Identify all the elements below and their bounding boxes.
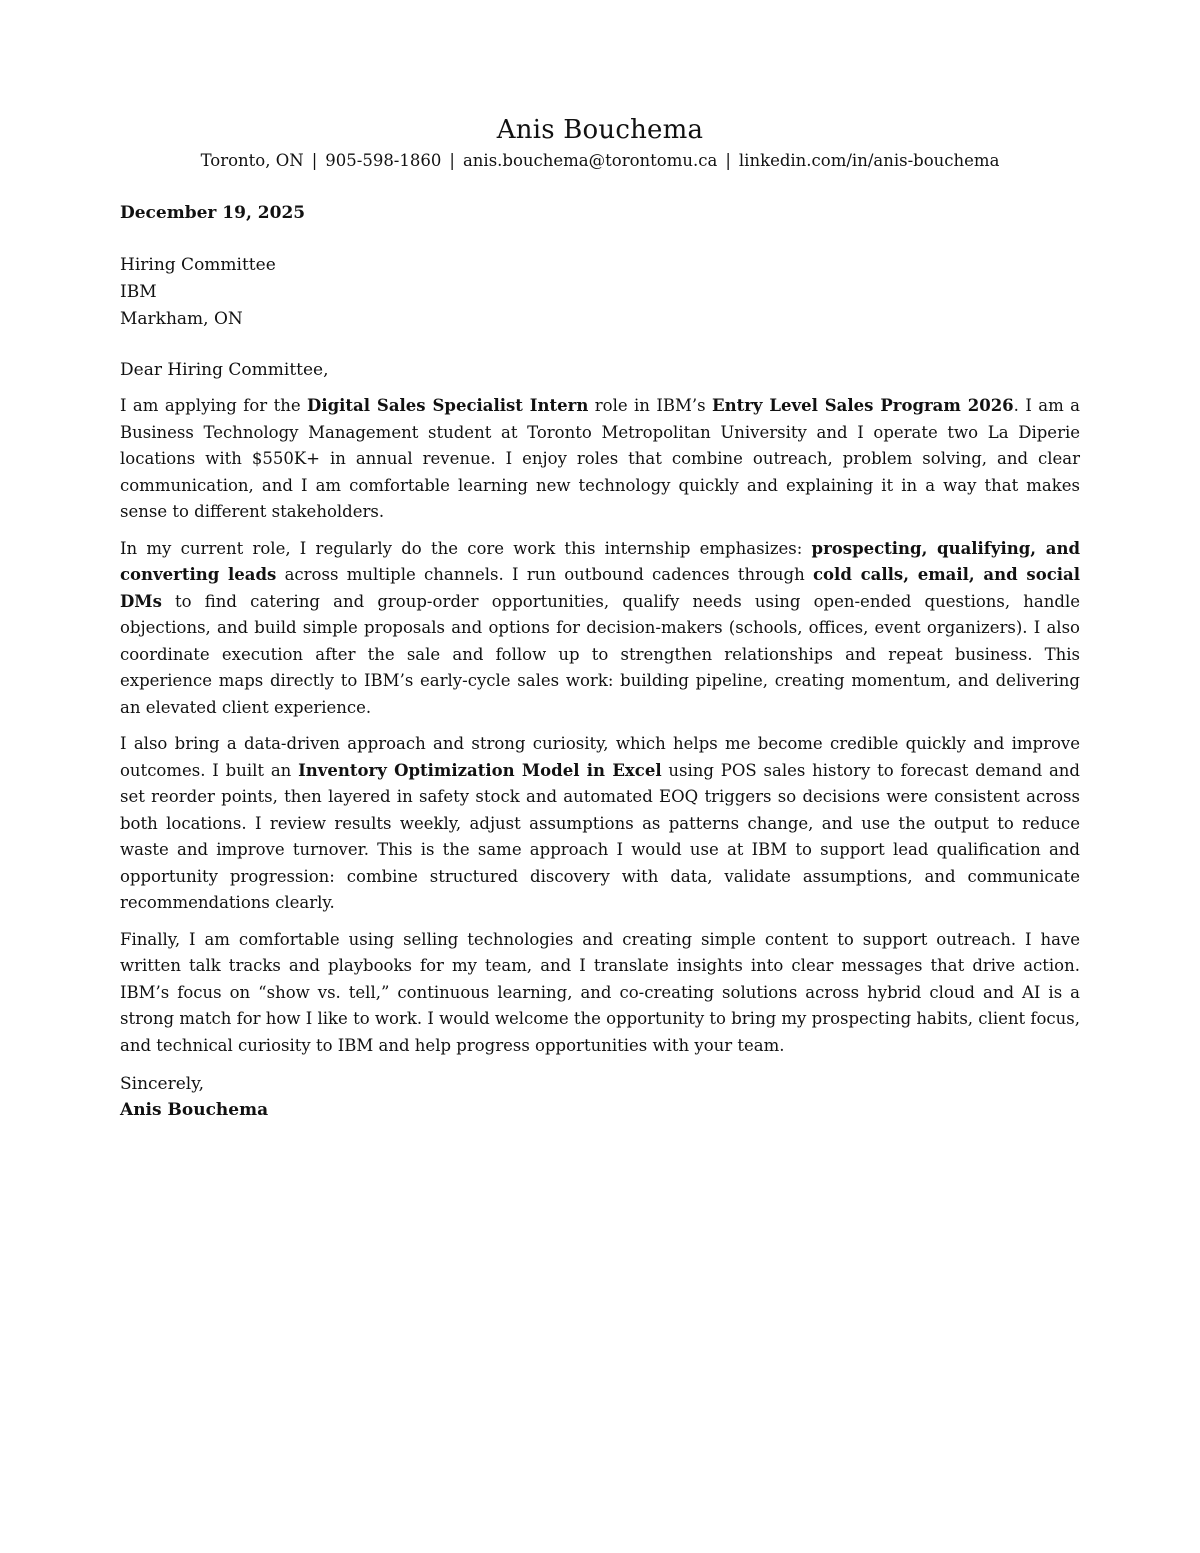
paragraph-emphasis: Inventory Optimization Model in Excel	[298, 760, 662, 780]
paragraph-text: I am applying for the	[120, 396, 308, 415]
paragraph-text: Finally, I am comfortable using selling technologies and creating simple content to support outreach. I have written talk tracks and playbooks for my team, and I translate insights into clear messages that drive action. IBM’s focus on “show vs. tell,” continuous learning, and co-creating solutions across hybrid cloud and AI is a strong match for how I like to work. I would welcome the opportunity to bring my prospecting habits, client focus, and technical curiosity to IBM and help progress opportunities with your team.	[120, 929, 1080, 1055]
paragraph-text: In my current role, I regularly do the core work this internship emphasizes:	[120, 538, 812, 558]
paragraph-text: . I am a Business Technology Management student at Toronto Metropolitan University and I operate two La Diperie locations with $550K+ in annual revenue. I enjoy roles that combine outreach, problem solving, and clear communication, and I am comfortable learning new technology quickly and explaining it in a way that makes sense to different stakeholders.	[120, 396, 1080, 521]
body-paragraph-3	[120, 731, 1080, 917]
body-paragraph-4	[120, 927, 1080, 1060]
paragraph-text: role in IBM’s	[588, 396, 713, 415]
contact-separator: |	[725, 151, 731, 170]
paragraph-emphasis: prospecting, qualifying, and converting leads	[120, 538, 1080, 584]
body-paragraph-2	[120, 536, 1080, 722]
contact-line	[120, 150, 1080, 172]
contact-email: anis.bouchema@torontomu.ca	[462, 151, 718, 170]
paragraph-emphasis: Digital Sales Specialist Intern	[307, 396, 589, 415]
applicant-name: Anis Bouchema	[496, 115, 704, 145]
recipient-line: Hiring Committee	[120, 255, 276, 275]
paragraph-text: using POS sales history to forecast demand and set reorder points, then layered in safety stock and automated EOQ triggers so decisions were consistent across both locations. I review results weekly, adjust assumptions as patterns change, and use the output to reduce waste and improve turnover. This is the same approach I would use at IBM to support lead qualification and opportunity progression: combine structured discovery with data, validate assumptions, and communicate recommendations clearly.	[120, 760, 1080, 912]
recipient-line: IBM	[120, 282, 157, 302]
paragraph-emphasis: Entry Level Sales Program 2026	[712, 396, 1014, 415]
contact-separator: |	[449, 151, 455, 170]
contact-phone: 905-598-1860	[325, 151, 442, 170]
contact-linkedin: linkedin.com/in/anis-bouchema	[738, 151, 1000, 170]
salutation: Dear Hiring Committee,	[120, 360, 329, 380]
recipient-block	[120, 252, 1080, 333]
cover-letter-page	[120, 112, 1080, 1123]
letter-date: December 19, 2025	[120, 203, 306, 223]
paragraph-emphasis: cold calls, email, and social DMs	[120, 565, 1080, 611]
body-paragraph-1	[120, 393, 1080, 526]
closing: Sincerely,	[120, 1074, 204, 1094]
paragraph-text: across multiple channels. I run outbound cadences through	[276, 565, 813, 584]
paragraph-text: I also bring a data-driven approach and strong curiosity, which helps me become credible quickly and improve outcomes. I built an	[120, 734, 1080, 780]
recipient-line: Markham, ON	[120, 309, 243, 329]
contact-location: Toronto, ON	[200, 151, 304, 170]
paragraph-text: to find catering and group-order opportunities, qualify needs using open-ended questions, handle objections, and build simple proposals and options for decision-makers (schools, offices, event organizers). I also coordinate execution after the sale and follow up to strengthen relationships and repeat business. This experience maps directly to IBM’s early-cycle sales work: building pipeline, creating momentum, and delivering an elevated client experience.	[120, 591, 1080, 717]
signature: Anis Bouchema	[120, 1100, 269, 1120]
contact-separator: |	[311, 151, 318, 170]
